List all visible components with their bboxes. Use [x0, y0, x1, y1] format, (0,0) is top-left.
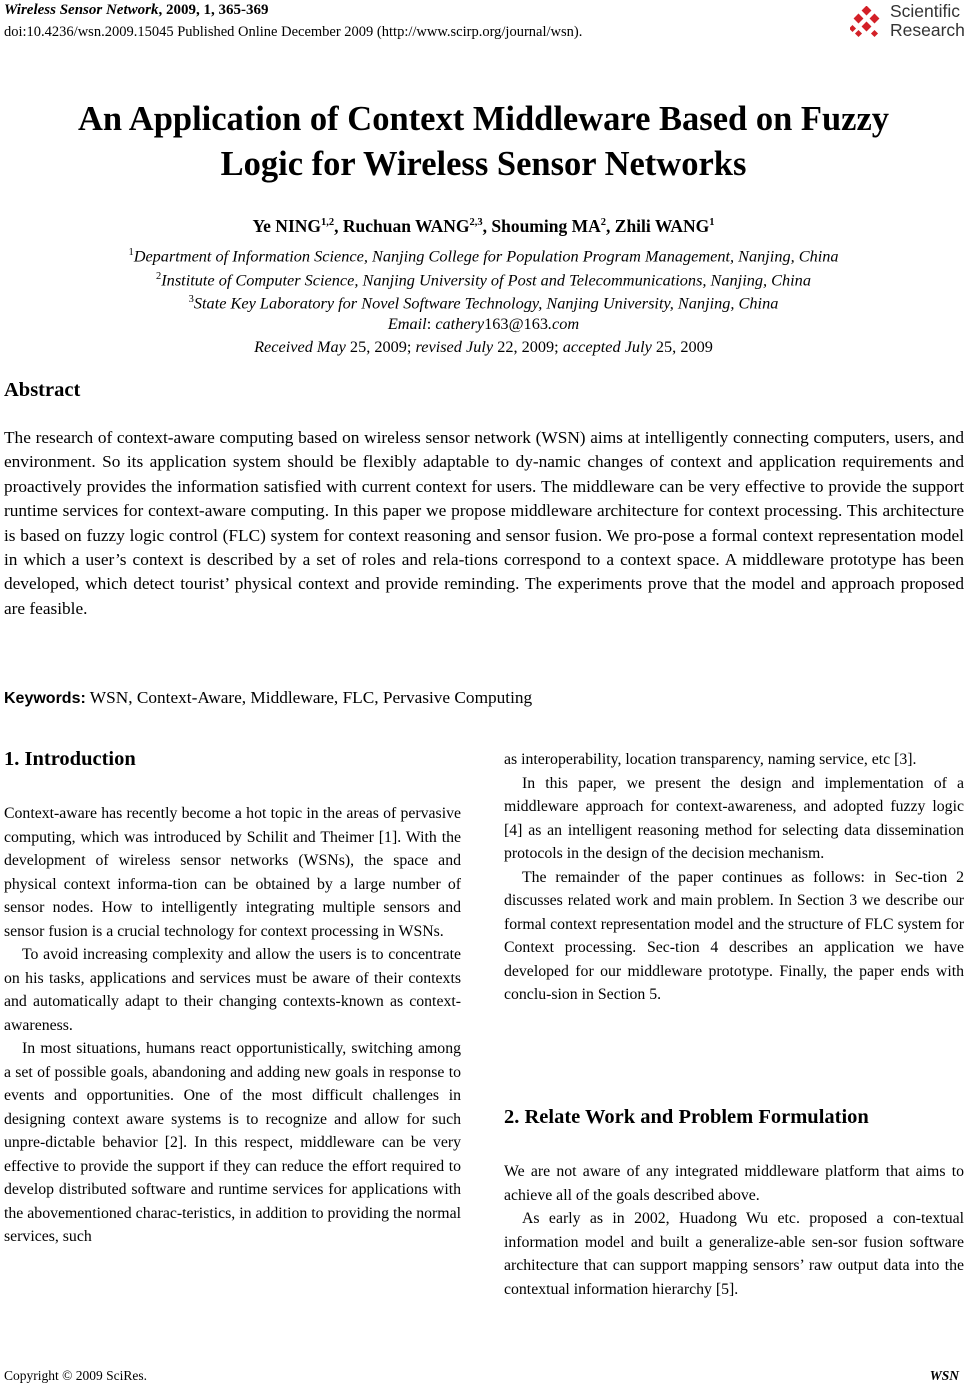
scientific-research-logo-icon: [850, 6, 884, 40]
author-name: Ruchuan WANG: [342, 216, 470, 236]
right-column-bottom: [504, 1160, 964, 1301]
paper-title: [0, 97, 967, 187]
logo-line-1: Scientific: [890, 1, 961, 21]
affiliation-1: $^1$Department of Information Science, Nanjing College for Population Program Management, Nanjing, China: [128, 246, 839, 266]
author-separator: ,: [334, 216, 343, 236]
author-affiliation-mark: 1,2: [321, 217, 335, 229]
section-1-heading: 1. Introduction: [4, 748, 136, 770]
title-line-1: An Application of Context Middleware Based on Fuzzy: [77, 100, 890, 138]
copyright-footer: Copyright © 2009 SciRes.: [4, 1368, 148, 1383]
title-line-2: Logic for Wireless Sensor Networks: [220, 145, 747, 183]
paragraph: As early as in 2002, Huadong Wu etc. proposed a con-textual information model and built a generalize-able sen-sor fusion software architecture that can support mapping sensors’ raw output data into the contextual information hierarchy [5].: [504, 1210, 964, 1298]
publisher-logo: [850, 2, 965, 42]
keywords-text: WSN, Context-Aware, Middleware, FLC, Pervasive Computing: [85, 688, 533, 707]
keywords-label: Keywords:: [4, 690, 86, 707]
section-2-heading: 2. Relate Work and Problem Formulation: [504, 1106, 869, 1128]
keywords-line: [4, 688, 532, 708]
paragraph: In most situations, humans react opportunistically, switching among a set of possible goals, abandoning and adding new goals in response to events and opportunities. One of the most difficult challenges in designing context aware systems is to recognize and allow for such unpre-dictable behavior [2]. In this respect, middleware can be very effective to provide the support if they can reduce the effort required to develop distributed software and runtime services for applications with the abovementioned charac-teristics, in addition to providing the normal services, such: [4, 1040, 461, 1245]
affiliation-2: $^2$Institute of Computer Science, Nanjing University of Post and Telecommunications, Nanjing, China: [156, 270, 811, 290]
journal-header: [4, 2, 268, 19]
journal-name: Wireless Sensor Network: [4, 2, 159, 18]
journal-abbrev-footer: WSN: [929, 1368, 959, 1383]
author-separator: ,: [606, 216, 615, 236]
email-line: Email: cathery163@163.com: [387, 314, 580, 333]
affiliation-3: $^3$State Key Laboratory for Novel Software Technology, Nanjing University, Nanjing, China: [188, 293, 779, 313]
abstract-heading: Abstract: [4, 379, 81, 401]
left-column: [4, 802, 461, 1249]
author-name: Shouming MA: [491, 216, 601, 236]
paragraph: as interoperability, location transparency, naming service, etc [3].: [504, 751, 917, 768]
paragraph: Context-aware has recently become a hot topic in the areas of pervasive computing, which was introduced by Schilit and Theimer [1]. With the development of wireless sensor networks (WSNs), the space and physical context informa-tion can be obtained by a large number of sensor nodes. How to intelligently integrating multiple sensors and sensor fusion is a crucial technology for context processing in WSNs.: [4, 805, 461, 940]
abstract-text: The research of context-aware computing based on wireless sensor network (WSN) aims at intelligently connecting computers, users, and environment. So its application system should be flexibly adaptable to dy-namic changes of context and application requirements and proactively provides the information satisfied with current context for users. The middleware can be very effective to provide the support runtime services for context-aware computing. In this paper we propose middleware architecture for context processing. This architecture is based on fuzzy logic control (FLC) system for context reasoning and sensor fusion. We pro-pose a formal context representation model in which a user’s context is described by a set of roles and rela-tions correspond to a context space. A middleware prototype has been developed, which detect tourist’ physical context and provide reminding. The experiments prove that the model and approach proposed are feasible.: [4, 428, 964, 618]
author-affiliation-mark: 1: [709, 217, 715, 229]
paragraph: The remainder of the paper continues as follows: in Sec-tion 2 discusses related work and main problem. In Section 3 we describe our formal context representation model and the structure of FLC system for Context processing. Sec-tion 4 describes an application we have developed for our middleware prototype. Finally, the paper ends with conclu-sion in Section 5.: [504, 868, 964, 1003]
author-separator: ,: [482, 216, 492, 236]
dates-line: Received May 25, 2009; revised July 22, 2009; accepted July 25, 2009: [254, 337, 713, 356]
author-name: Ye NING: [252, 216, 322, 236]
paragraph: To avoid increasing complexity and allow the users is to concentrate on his tasks, applications and services must be aware of their contexts and automatically adapt to their changing contexts-known as context-awareness.: [4, 946, 461, 1034]
logo-line-2: Research: [890, 20, 965, 40]
author-list: [0, 216, 967, 237]
author-affiliation-mark: 2: [600, 217, 607, 229]
doi-line: doi:10.4236/wsn.2009.15045 Published Online December 2009 (http://www.scirp.org/journal/wsn).: [4, 24, 583, 40]
paragraph: We are not aware of any integrated middleware platform that aims to achieve all of the goals described above.: [504, 1163, 964, 1204]
journal-volume: , 2009, 1, 365-369: [158, 2, 269, 18]
right-column-top: [504, 748, 964, 1007]
author-affiliation-mark: 2,3: [469, 217, 483, 229]
paragraph: In this paper, we present the design and implementation of a middleware approach for context-awareness, and adopted fuzzy logic [4] as an intelligent reasoning method for selecting data dissemination protocols in the design of the decision mechanism.: [504, 774, 964, 862]
author-name: Zhili WANG: [614, 216, 710, 236]
